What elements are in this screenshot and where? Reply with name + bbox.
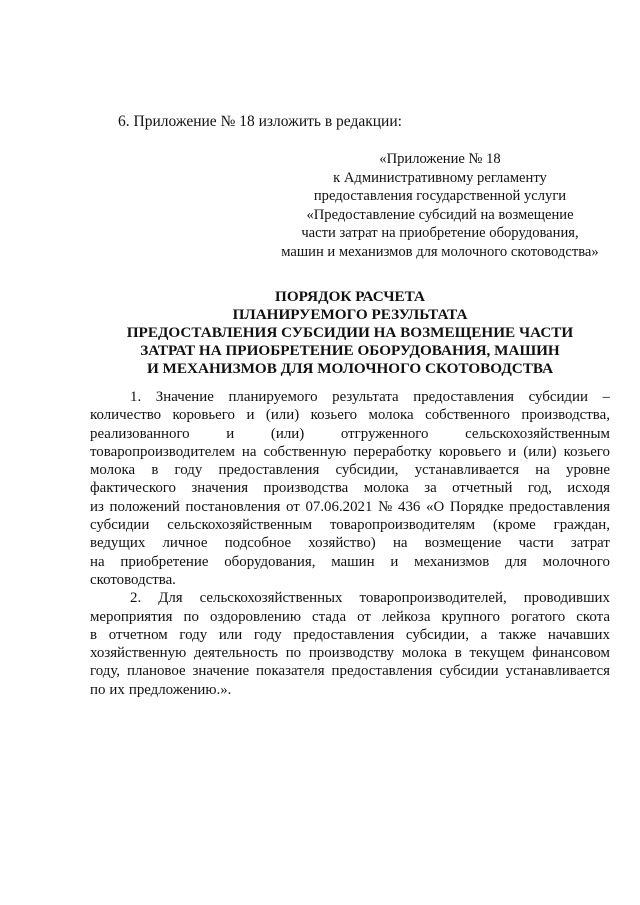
body-line: субсидии сельскохозяйственным товаропроизводителям (кроме граждан, [90,517,610,534]
appendix-line: предоставления государственной услуги [313,188,567,205]
body-line: товаропроизводителем на собственную переработку коровьего и (или) козьего [90,443,610,460]
document-title [90,288,610,378]
appendix-line: части затрат на приобретение оборудования, [301,225,579,242]
body-text [90,388,610,699]
body-line: ведущих личное подсобное хозяйство) на возмещение части затрат [90,535,610,552]
body-line: молока в году предоставления субсидии, устанавливается на уровне [90,462,610,479]
appendix-line: к Административному регламенту [333,169,547,186]
intro-paragraph: 6. Приложение № 18 изложить в редакции: [118,113,402,130]
body-line: в отчетном году или году предоставления субсидии, а также начавших [90,626,610,643]
body-line: реализованного и (или) отгруженного сельскохозяйственным [90,425,610,442]
body-line: из положений постановления от 07.06.2021 № 436 «О Порядке предоставления [90,498,610,515]
body-line: по их предложению.». [90,681,232,698]
body-line: мероприятия по оздоровлению стада от лейкоза крупного рогатого скота [90,608,610,625]
body-line: фактического значения производства молока за отчетный год, исходя [90,480,610,497]
title-line: И МЕХАНИЗМОВ ДЛЯ МОЛОЧНОГО СКОТОВОДСТВА [146,360,554,377]
body-line: количество коровьего и (или) козьего молока собственного производства, [90,407,610,424]
appendix-line: «Приложение № 18 [379,151,501,167]
body-line: скотоводства. [90,571,176,588]
body-line: году, плановое значение показателя предоставления субсидии устанавливается [90,663,610,680]
title-line: ЗАТРАТ НА ПРИОБРЕТЕНИЕ ОБОРУДОВАНИЯ, МАШИН [140,342,560,359]
appendix-line: машин и механизмов для молочного скотоводства» [281,243,599,260]
body-line: на приобретение оборудования, машин и механизмов для молочного [90,553,610,570]
body-line: 1. Значение планируемого результата предоставления субсидии – [130,389,610,405]
title-line: ПЛАНИРУЕМОГО РЕЗУЛЬТАТА [232,306,468,323]
body-line: 2. Для сельскохозяйственных товаропроизводителей, проводивших [130,590,610,607]
appendix-header [255,150,625,262]
title-line: ПРЕДОСТАВЛЕНИЯ СУБСИДИИ НА ВОЗМЕЩЕНИЕ ЧАСТИ [126,324,574,341]
appendix-line: «Предоставление субсидий на возмещение [306,206,574,223]
body-line: хозяйственную деятельность по производству молока в текущем финансовом [90,645,610,662]
title-line: ПОРЯДОК РАСЧЕТА [275,288,425,305]
